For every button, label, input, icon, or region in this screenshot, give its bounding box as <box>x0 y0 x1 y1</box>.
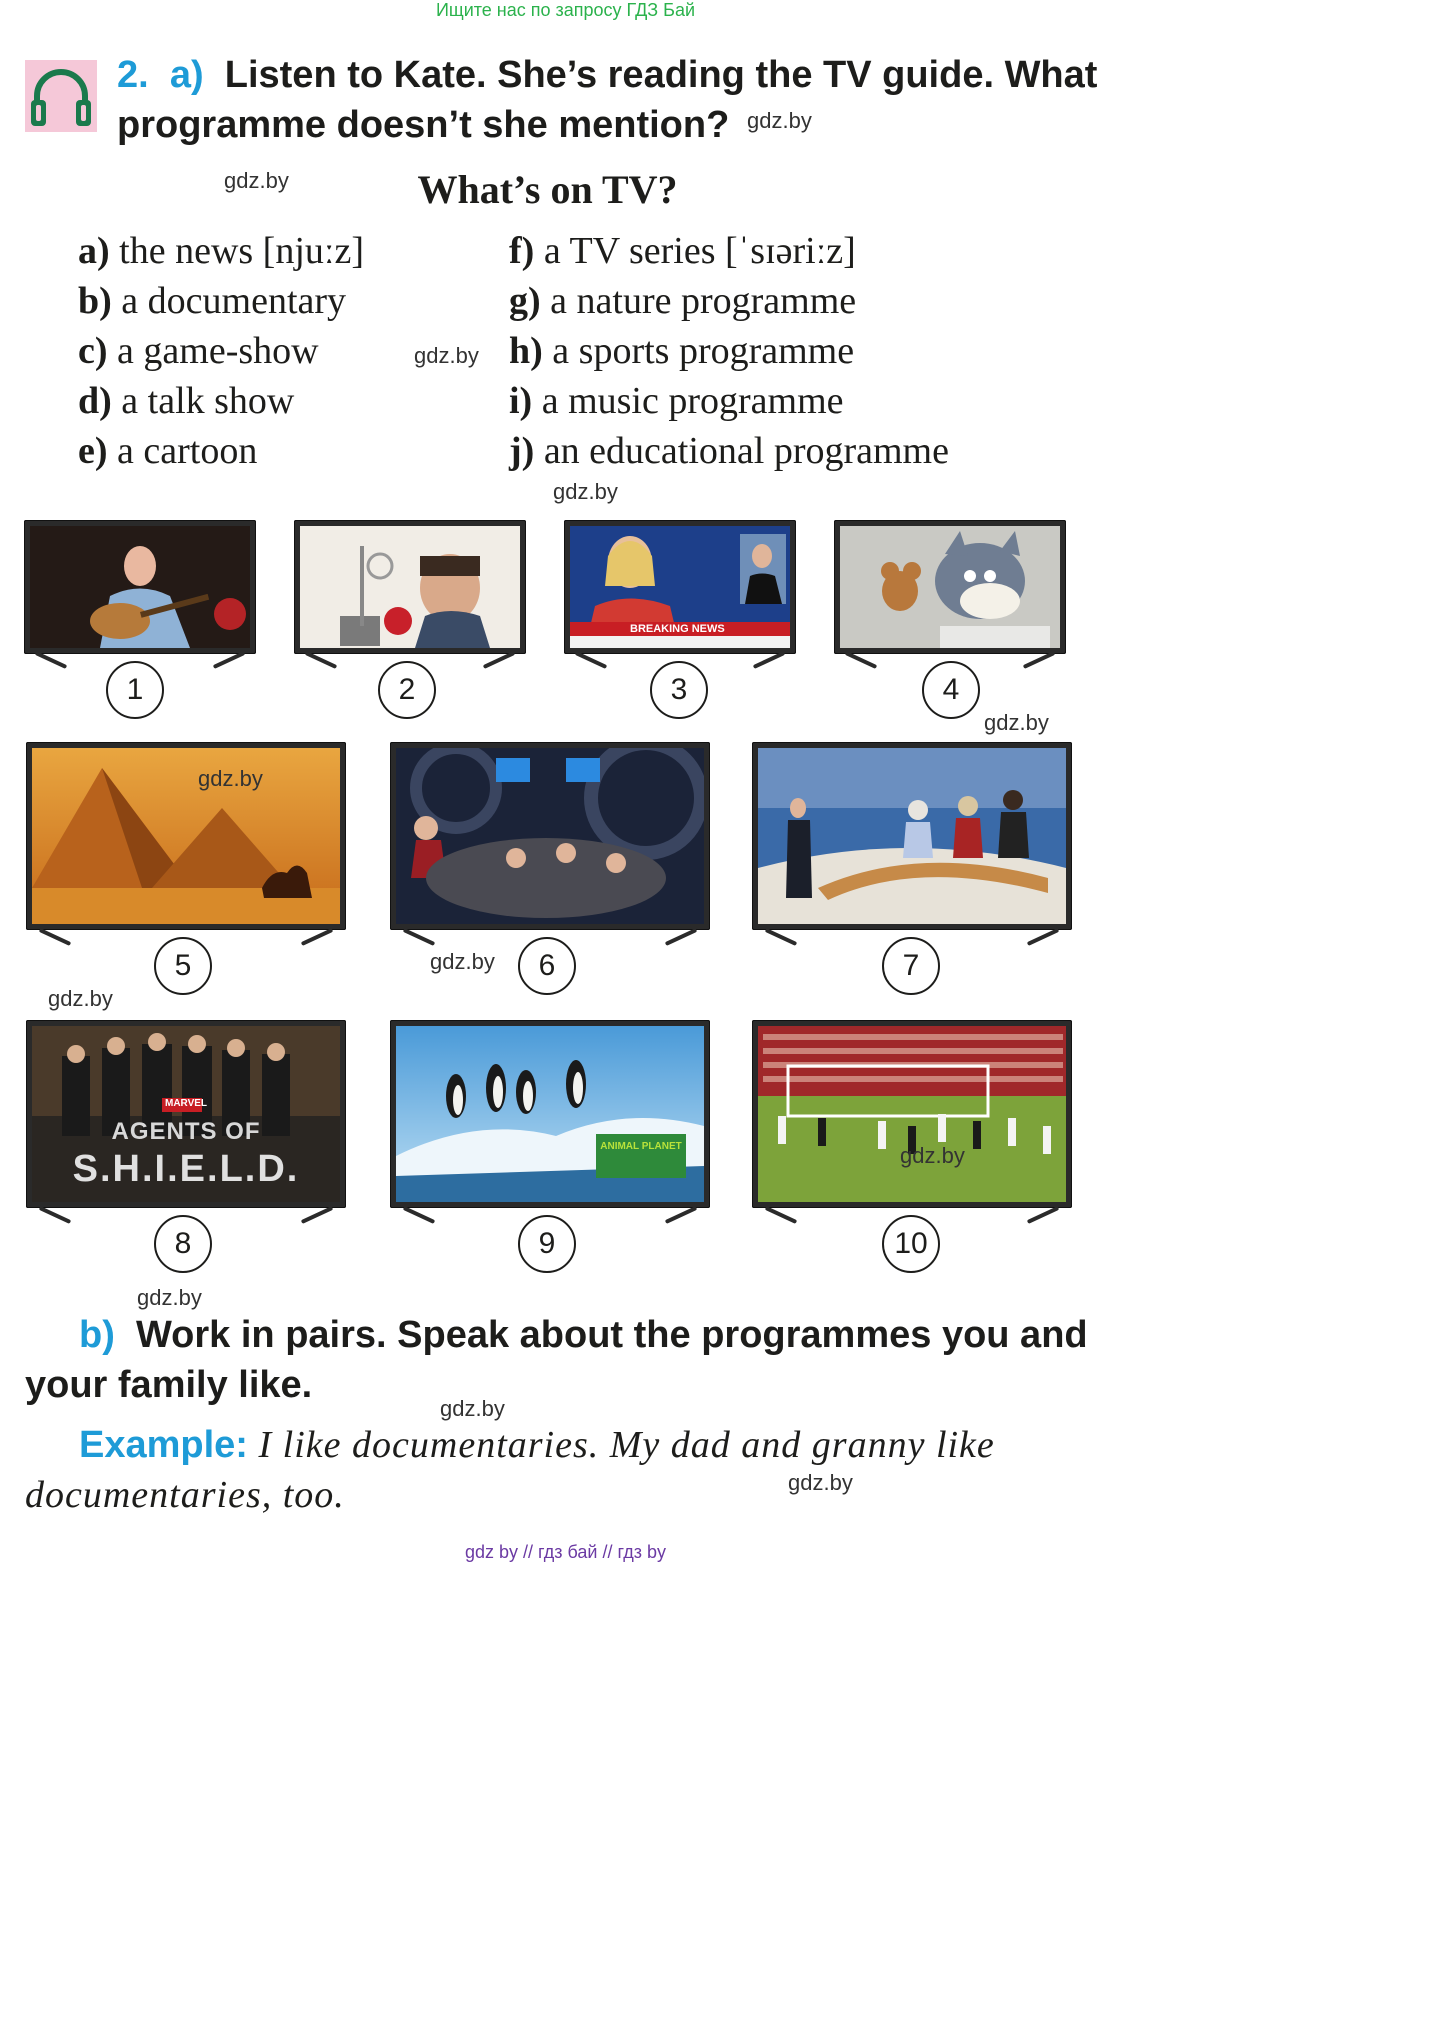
tv-number: 9 <box>518 1215 576 1273</box>
tv-10 <box>752 1020 1072 1224</box>
tv-6 <box>390 742 710 946</box>
task-heading <box>117 50 1107 150</box>
tv-1 <box>24 520 256 670</box>
part-b-letter: b) <box>79 1314 115 1356</box>
programme-item: e) a cartoon <box>78 430 258 472</box>
programme-item: d) a talk show <box>78 380 295 422</box>
programme-item: b) a documentary <box>78 280 347 322</box>
footer-banner[interactable]: gdz by // гдз бай // гдз by <box>464 1542 667 1562</box>
tv-screen-game-show <box>396 748 704 924</box>
headphones-icon <box>25 60 97 132</box>
tv-7 <box>752 742 1072 946</box>
programme-item: h) a sports programme <box>509 330 855 372</box>
example-label: Example: <box>79 1424 248 1466</box>
tv-4 <box>834 520 1066 670</box>
watermark: gdz.by <box>430 949 495 974</box>
series-title-line1: AGENTS OF <box>111 1118 261 1145</box>
part-a-letter: a) <box>169 54 204 96</box>
tv-number: 2 <box>378 661 436 719</box>
tv-screen-educational <box>300 526 520 648</box>
watermark: gdz.by <box>440 1396 505 1421</box>
tv-number: 10 <box>882 1215 940 1273</box>
programme-item: j) an educational programme <box>509 430 949 472</box>
watermark: gdz.by <box>553 479 618 504</box>
tv-9 <box>390 1020 710 1224</box>
part-b-text: Work in pairs. Speak about the programmes you and your family like. <box>25 1314 1088 1406</box>
part-b-instruction <box>25 1310 1095 1410</box>
watermark: gdz.by <box>900 1143 965 1168</box>
watermark: gdz.by <box>137 1285 202 1310</box>
part-a-text: Listen to Kate. She’s reading the TV guide. What programme doesn’t she mention? <box>117 54 1098 146</box>
programme-list-left <box>78 226 364 476</box>
programme-item: f) a TV series [ˈsɪəriːz] <box>509 230 856 272</box>
tv-screen-nature-programme <box>396 1026 704 1202</box>
programme-item: i) a music programme <box>509 380 844 422</box>
animal-planet-logo-text: ANIMAL PLANET <box>600 1141 682 1152</box>
tv-screen-sports <box>758 1026 1066 1202</box>
marvel-logo-text: MARVEL <box>165 1098 208 1109</box>
programme-list-right <box>509 226 949 476</box>
tv-screen-cartoon <box>840 526 1060 648</box>
section-title: What’s on TV? <box>417 167 678 212</box>
tv-3 <box>564 520 796 670</box>
programme-item: g) a nature programme <box>509 280 857 322</box>
tv-2 <box>294 520 526 670</box>
watermark: gdz.by <box>414 343 479 368</box>
breaking-news-label: BREAKING NEWS <box>630 623 725 635</box>
series-title-line2: S.H.I.E.L.D. <box>72 1148 300 1190</box>
top-banner[interactable]: Ищите нас по запросу ГДЗ Бай <box>435 0 696 20</box>
tv-8 <box>26 1020 346 1224</box>
tv-number: 7 <box>882 937 940 995</box>
tv-number: 6 <box>518 937 576 995</box>
watermark: gdz.by <box>747 108 812 133</box>
tv-screen-talk-show <box>758 748 1066 924</box>
tv-screen-news <box>570 526 790 648</box>
tv-screen-nature <box>32 748 340 924</box>
tv-number: 8 <box>154 1215 212 1273</box>
example <box>25 1420 1095 1520</box>
watermark: gdz.by <box>198 766 263 791</box>
watermark: gdz.by <box>224 168 289 193</box>
task-number: 2. <box>117 54 149 96</box>
programme-item: a) the news [njuːz] <box>78 230 364 272</box>
example-text: I like documentaries. My dad and granny like documentaries, too. <box>25 1424 995 1516</box>
watermark: gdz.by <box>788 1470 853 1495</box>
tv-number: 5 <box>154 937 212 995</box>
watermark: gdz.by <box>48 986 113 1011</box>
tv-number: 1 <box>106 661 164 719</box>
tv-screen-tv-series <box>32 1026 340 1202</box>
programme-item: c) a game-show <box>78 330 319 372</box>
tv-screen-music <box>30 526 250 648</box>
tv-number: 3 <box>650 661 708 719</box>
tv-number: 4 <box>922 661 980 719</box>
watermark: gdz.by <box>984 710 1049 735</box>
tv-5 <box>26 742 346 946</box>
